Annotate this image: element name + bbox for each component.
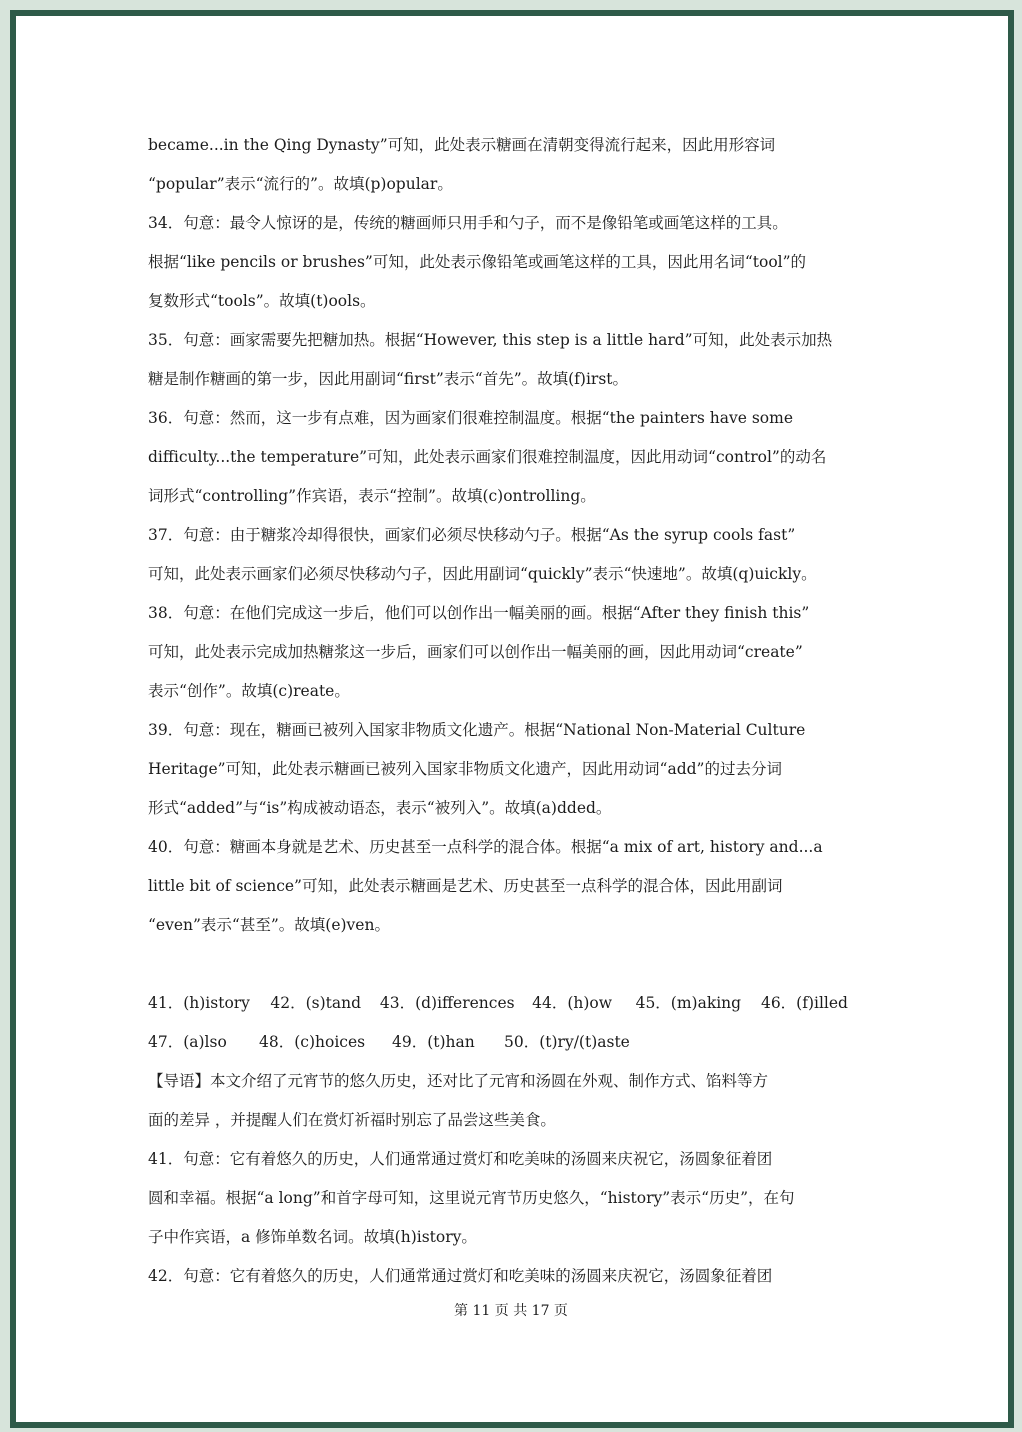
answer-item: 48．(c)hoices <box>259 1033 366 1051</box>
answer-row-2 <box>148 1023 848 1062</box>
text-line: 表示“创作”。故填(c)reate。 <box>148 682 350 700</box>
text-line: 41．句意：它有着悠久的历史，人们通常通过赏灯和吃美味的汤圆来庆祝它，汤圆象征着团 <box>148 1150 773 1168</box>
answer-item: 42．(s)tand <box>270 994 362 1012</box>
answer-item: 44．(h)ow <box>532 994 612 1012</box>
answer-item: 47．(a)lso <box>148 1033 227 1051</box>
text-line: 【导语】本文介绍了元宵节的悠久历史，还对比了元宵和汤圆在外观、制作方式、馅料等方 <box>148 1072 769 1090</box>
text-line: 42．句意：它有着悠久的历史，人们通常通过赏灯和吃美味的汤圆来庆祝它，汤圆象征着团 <box>148 1267 773 1285</box>
text-line: 39．句意：现在，糖画已被列入国家非物质文化遗产。根据“National Non-Material Culture <box>148 721 806 739</box>
text-line: 可知，此处表示完成加热糖浆这一步后，画家们可以创作出一幅美丽的画，因此用动词“create” <box>148 643 803 661</box>
text-line: Heritage”可知，此处表示糖画已被列入国家非物质文化遗产，因此用动词“add”的过去分词 <box>148 760 782 778</box>
text-line: 词形式“controlling”作宾语，表示“控制”。故填(c)ontrolling。 <box>148 487 596 505</box>
text-line: 34．句意：最令人惊讶的是，传统的糖画师只用手和勺子，而不是像铅笔或画笔这样的工具。 <box>148 214 788 232</box>
text-line: 36．句意：然而，这一步有点难，因为画家们很难控制温度。根据“the painters have some <box>148 409 793 427</box>
text-line: 根据“like pencils or brushes”可知，此处表示像铅笔或画笔这样的工具，因此用名词“tool”的 <box>148 253 807 271</box>
text-line: little bit of science”可知，此处表示糖画是艺术、历史甚至一点科学的混合体，因此用副词 <box>148 877 783 895</box>
answer-item: 46．(f)illed <box>760 994 848 1012</box>
text-line: 面的差异 ，并提醒人们在赏灯祈福时别忘了品尝这些美食。 <box>148 1111 556 1129</box>
text-line: “even”表示“甚至”。故填(e)ven。 <box>148 916 390 934</box>
section-gap <box>148 945 848 984</box>
answer-item: 43．(d)ifferences <box>379 994 515 1012</box>
text-line: 形式“added”与“is”构成被动语态，表示“被列入”。故填(a)dded。 <box>148 799 612 817</box>
text-line: 可知，此处表示画家们必须尽快移动勺子，因此用副词“quickly”表示“快速地”。故填(q)uickly。 <box>148 565 817 583</box>
answer-row-1 <box>148 984 848 1023</box>
text-line: “popular”表示“流行的”。故填(p)opular。 <box>148 175 453 193</box>
text-line: 圆和幸福。根据“a long”和首字母可知，这里说元宵节历史悠久，“history”表示“历史”，在句 <box>148 1189 795 1207</box>
page-number: 第 11 页 共 17 页 <box>454 1303 568 1319</box>
text-line: 复数形式“tools”。故填(t)ools。 <box>148 292 376 310</box>
document-body <box>148 126 848 1296</box>
answer-item: 49．(t)han <box>392 1033 475 1051</box>
text-line: 糖是制作糖画的第一步，因此用副词“first”表示“首先”。故填(f)irst。 <box>148 370 629 388</box>
text-line: became...in the Qing Dynasty”可知，此处表示糖画在清朝变得流行起来，因此用形容词 <box>148 136 776 154</box>
text-line: 38．句意：在他们完成这一步后，他们可以创作出一幅美丽的画。根据“After they finish this” <box>148 604 810 622</box>
answer-item: 41．(h)istory <box>148 994 250 1012</box>
answer-item: 45．(m)aking <box>635 994 742 1012</box>
text-line: 40．句意：糖画本身就是艺术、历史甚至一点科学的混合体。根据“a mix of art, history and...a <box>148 838 823 856</box>
answer-item: 50．(t)ry/(t)aste <box>504 1033 630 1051</box>
text-line: 35．句意：画家需要先把糖加热。根据“However, this step is a little hard”可知，此处表示加热 <box>148 331 833 349</box>
text-line: difficulty...the temperature”可知，此处表示画家们很难控制温度，因此用动词“control”的动名 <box>148 448 827 466</box>
text-line: 37．句意：由于糖浆冷却得很快，画家们必须尽快移动勺子。根据“As the syrup cools fast” <box>148 526 796 544</box>
text-line: 子中作宾语，a 修饰单数名词。故填(h)istory。 <box>148 1228 477 1246</box>
